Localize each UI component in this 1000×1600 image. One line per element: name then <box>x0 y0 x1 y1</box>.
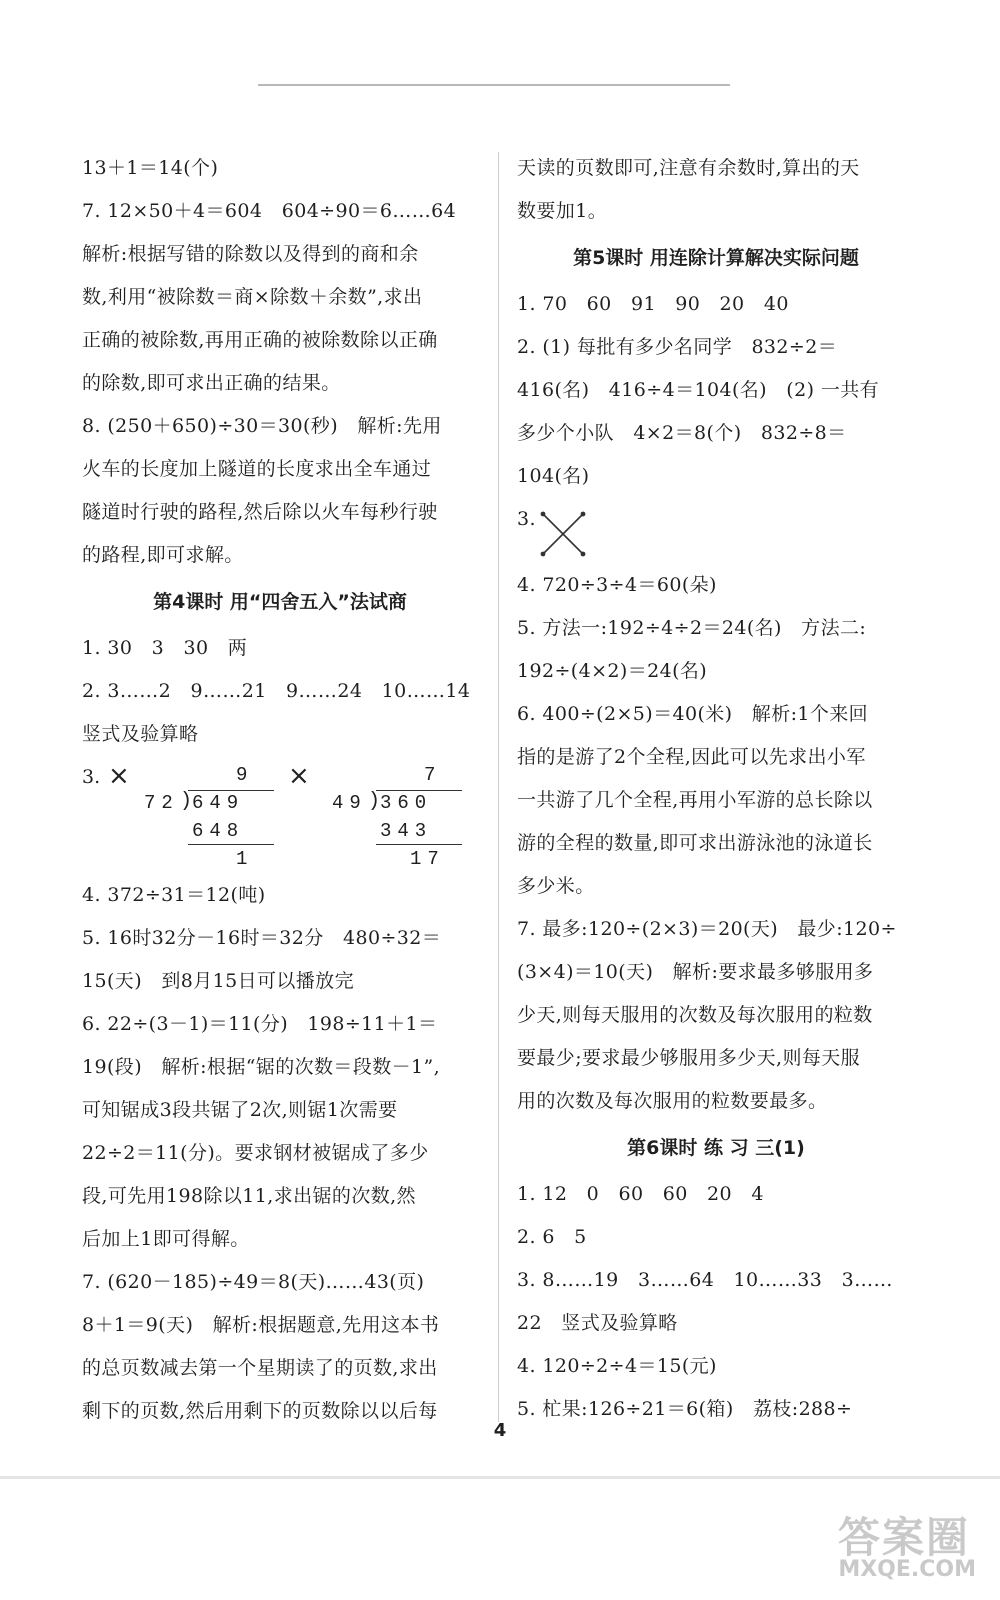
division-bar <box>376 790 462 791</box>
lesson-5-heading: 第5课时 用连除计算解决实际问题 <box>573 247 859 269</box>
text-line: 要最少;要求最少够服用多少天,则每天服 <box>517 1047 861 1069</box>
text-line: 8. (250＋650)÷30＝30(秒) 解析:先用 <box>82 415 442 437</box>
divisor: 72 <box>144 792 179 814</box>
remainder: 17 <box>410 848 445 870</box>
text-line: 2. 6 5 <box>517 1226 587 1248</box>
text-line: (3×4)＝10(天) 解析:要求最多够服用多 <box>517 961 874 983</box>
divisor: 49 <box>332 792 367 814</box>
text-line: 1. 70 60 91 90 20 40 <box>517 293 789 315</box>
text-line: 22÷2＝11(分)。要求钢材被锯成了多少 <box>82 1142 429 1164</box>
lesson-4-heading: 第4课时 用“四舍五入”法试商 <box>153 591 407 613</box>
text-line: 416(名) 416÷4＝104(名) (2) 一共有 <box>517 379 880 401</box>
text-line: 火车的长度加上隧道的长度求出全车通过 <box>82 458 432 480</box>
text-line: 的总页数减去第一个星期读了的页数,求出 <box>82 1357 438 1379</box>
text-line: 用的次数及每次服用的粒数要最多。 <box>517 1090 828 1112</box>
q3-matching-answer <box>517 498 915 564</box>
text-line: 15(天) 到8月15日可以播放完 <box>82 970 354 992</box>
text-line: 6. 400÷(2×5)＝40(米) 解析:1个来回 <box>517 703 869 725</box>
text-line: 4. 372÷31＝12(吨) <box>82 884 266 906</box>
text-line: 多少米。 <box>517 875 595 897</box>
subtraction-line <box>376 844 462 845</box>
quotient: 7 <box>424 764 442 786</box>
text-line: 正确的被除数,再用正确的被除数除以正确 <box>82 329 438 351</box>
text-line: 7. (620－185)÷49＝8(天)……43(页) <box>82 1271 425 1293</box>
text-line: 竖式及验算略 <box>82 723 199 745</box>
text-line: 少天,则每天服用的次数及每次服用的粒数 <box>517 1004 873 1026</box>
text-line: 4. 720÷3÷4＝60(朵) <box>517 574 717 596</box>
remainder: 1 <box>236 848 254 870</box>
product: 343 <box>380 820 433 842</box>
crossing-lines-icon <box>533 506 593 562</box>
text-line: 192÷(4×2)＝24(名) <box>517 660 708 682</box>
product: 648 <box>192 820 245 842</box>
text-line: 后加上1即可得解。 <box>82 1228 250 1250</box>
right-column <box>517 147 915 1431</box>
text-line: 104(名) <box>517 465 590 487</box>
text-line: 13＋1＝14(个) <box>82 157 219 179</box>
watermark-logo <box>790 1505 990 1595</box>
text-line: 可知锯成3段共锯了2次,则锯1次需要 <box>82 1099 398 1121</box>
text-line: 的路程,即可求解。 <box>82 544 244 566</box>
division-bracket: ) <box>368 790 381 813</box>
q3-long-division-block <box>82 756 478 874</box>
division-bar <box>188 790 274 791</box>
text-line: 多少个小队 4×2＝8(个) 832÷8＝ <box>517 422 847 444</box>
text-line: 19(段) 解析:根据“锯的次数＝段数－1”, <box>82 1056 441 1078</box>
left-column <box>82 147 478 1433</box>
division-bracket: ) <box>180 790 193 813</box>
page-number: 4 <box>493 1420 507 1441</box>
text-line: 天读的页数即可,注意有余数时,算出的天 <box>517 157 860 179</box>
text-line: 5. 16时32分－16时＝32分 480÷32＝ <box>82 927 442 949</box>
lesson-6-heading: 第6课时 练 习 三(1) <box>627 1137 805 1159</box>
text-line: 7. 最多:120÷(2×3)＝20(天) 最少:120÷ <box>517 918 897 940</box>
column-divider <box>498 152 499 1422</box>
cross-mark-icon: × <box>108 761 130 791</box>
quotient: 9 <box>236 764 254 786</box>
q3-label: 3. <box>517 508 536 530</box>
top-rule <box>258 84 730 86</box>
text-line: 段,可先用198除以11,求出锯的次数,然 <box>82 1185 416 1207</box>
watermark-url: MXQE.COM <box>838 1557 976 1582</box>
text-line: 剩下的页数,然后用剩下的页数除以以后每 <box>82 1400 438 1422</box>
text-line: 6. 22÷(3－1)＝11(分) 198÷11＋1＝ <box>82 1013 438 1035</box>
text-line: 3. 8……19 3……64 10……33 3…… <box>517 1269 893 1291</box>
text-line: 1. 12 0 60 60 20 4 <box>517 1183 764 1205</box>
cross-mark-icon: × <box>288 761 310 791</box>
text-line: 8＋1＝9(天) 解析:根据题意,先用这本书 <box>82 1314 440 1336</box>
text-line: 一共游了几个全程,再用小军游的总长除以 <box>517 789 873 811</box>
text-line: 数,利用“被除数＝商×除数＋余数”,求出 <box>82 286 423 308</box>
text-line: 7. 12×50＋4＝604 604÷90＝6……64 <box>82 200 457 222</box>
text-line: 1. 30 3 30 两 <box>82 637 248 659</box>
text-line: 游的全程的数量,即可求出游泳池的泳道长 <box>517 832 873 854</box>
q3-label: 3. <box>82 766 101 788</box>
dividend: 360 <box>380 792 433 814</box>
text-line: 解析:根据写错的除数以及得到的商和余 <box>82 243 419 265</box>
long-division-1 <box>144 756 274 874</box>
text-line: 2. (1) 每批有多少名同学 832÷2＝ <box>517 336 838 358</box>
text-line: 指的是游了2个全程,因此可以先求出小军 <box>517 746 866 768</box>
text-line: 隧道时行驶的路程,然后除以火车每秒行驶 <box>82 501 438 523</box>
text-line: 4. 120÷2÷4＝15(元) <box>517 1355 717 1377</box>
text-line: 2. 3……2 9……21 9……24 10……14 <box>82 680 471 702</box>
text-line: 数要加1。 <box>517 200 608 222</box>
text-line: 22 竖式及验算略 <box>517 1312 678 1334</box>
watermark-title: 答案圈 <box>837 1513 970 1562</box>
text-line: 的除数,即可求出正确的结果。 <box>82 372 341 394</box>
subtraction-line <box>188 844 274 845</box>
dividend: 649 <box>192 792 245 814</box>
bottom-rule <box>0 1476 1000 1479</box>
text-line: 5. 方法一:192÷4÷2＝24(名) 方法二: <box>517 617 867 639</box>
long-division-2 <box>332 756 462 874</box>
text-line: 5. 杧果:126÷21＝6(箱) 荔枝:288÷ <box>517 1398 853 1420</box>
